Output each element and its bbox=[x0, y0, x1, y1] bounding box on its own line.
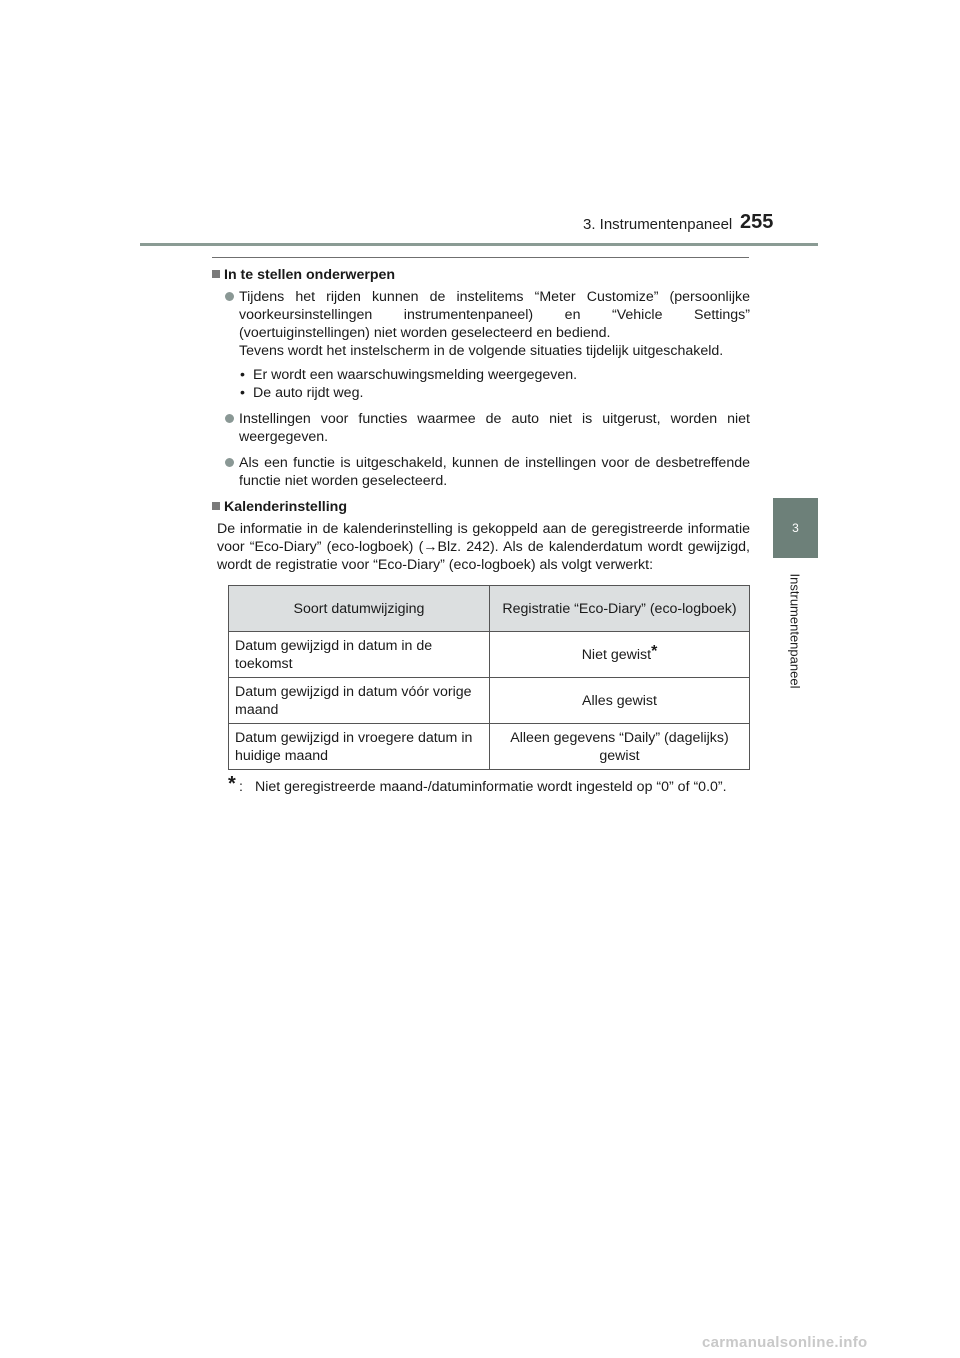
bullet-text-continued: Tevens wordt het instelscherm in de volgende situaties tijdelijk uitgeschakeld. bbox=[239, 343, 724, 359]
bullet-item bbox=[212, 288, 750, 402]
watermark: carmanualsonline.info bbox=[702, 1334, 868, 1351]
section-heading bbox=[212, 498, 750, 516]
section-heading-text: In te stellen onderwerpen bbox=[224, 267, 396, 283]
table-cell: Datum gewijzigd in vroegere datum in huidige maand bbox=[229, 724, 490, 770]
chapter-tab-label: Instrumentenpaneel bbox=[787, 573, 803, 689]
section-rule bbox=[212, 257, 749, 258]
header-rule bbox=[140, 243, 818, 246]
page-number: 255 bbox=[740, 211, 774, 233]
footnote-text: Niet geregistreerde maand-/datuminformatie wordt ingesteld op “0” of “0.0”. bbox=[255, 779, 727, 795]
circle-bullet-icon bbox=[225, 292, 234, 301]
chapter-tab-number: 3 bbox=[792, 521, 799, 535]
list-item-text: De auto rijdt weg. bbox=[253, 385, 364, 401]
bullet-item bbox=[212, 454, 750, 490]
table-header-row bbox=[229, 586, 750, 632]
footnote-marker: * bbox=[651, 642, 658, 660]
bullet-text: Als een functie is uitgeschakeld, kunnen de instellingen voor de desbetreffende functie niet worden geselecteerd. bbox=[239, 455, 750, 489]
list-item-text: Er wordt een waarschuwingsmelding weergegeven. bbox=[253, 367, 578, 383]
bullet-text: Instellingen voor functies waarmee de auto niet is uitgerust, worden niet weergegeven. bbox=[239, 411, 750, 445]
page-content bbox=[212, 266, 750, 796]
table-cell: Datum gewijzigd in datum vóór vorige maand bbox=[229, 678, 490, 724]
cell-text: Alleen gegevens “Daily” (dagelijks) gewist bbox=[510, 729, 729, 764]
table-cell bbox=[490, 678, 750, 724]
table-cell bbox=[490, 724, 750, 770]
circle-bullet-icon bbox=[225, 414, 234, 423]
table-cell bbox=[490, 632, 750, 678]
date-change-table bbox=[228, 585, 750, 770]
column-header: Registratie “Eco-Diary” (eco-logboek) bbox=[490, 586, 750, 632]
table-row bbox=[229, 724, 750, 770]
sub-list bbox=[239, 366, 750, 402]
square-bullet-icon bbox=[212, 502, 220, 510]
footnote-star: * bbox=[228, 773, 236, 795]
dot-icon: • bbox=[240, 385, 245, 401]
footnote-colon: : bbox=[239, 779, 243, 795]
body-paragraph: De informatie in de kalenderinstelling is gekoppeld aan de geregistreerde informatie voor “Eco-Diary” (eco-logboek) (→Blz. 242). Als de kalenderdatum wordt gewijzigd, wordt de registratie voor “Eco-Diary” (eco-logboek) als volgt verwerkt: bbox=[217, 521, 750, 573]
list-item bbox=[239, 384, 750, 402]
dot-icon: • bbox=[240, 367, 245, 383]
table-row bbox=[229, 632, 750, 678]
chapter-tab bbox=[773, 498, 818, 558]
cell-text: Niet gewist bbox=[581, 646, 652, 663]
square-bullet-icon bbox=[212, 270, 220, 278]
list-item bbox=[239, 366, 750, 384]
bullet-text: Tijdens het rijden kunnen de instelitems “Meter Customize” (persoonlijke voorkeursinstellingen instrumentenpaneel) en “Vehicle Settings” (voertuiginstellingen) niet worden geselecteerd en bediend. bbox=[239, 289, 750, 341]
table-row bbox=[229, 678, 750, 724]
table-cell: Datum gewijzigd in datum in de toekomst bbox=[229, 632, 490, 678]
column-header: Soort datumwijziging bbox=[229, 586, 490, 632]
footnote bbox=[228, 773, 750, 796]
section-heading-text: Kalenderinstelling bbox=[224, 499, 347, 515]
bullet-item bbox=[212, 410, 750, 446]
cell-text: Alles gewist bbox=[582, 692, 657, 709]
circle-bullet-icon bbox=[225, 458, 234, 467]
header-section-title: 3. Instrumentenpaneel bbox=[583, 216, 733, 233]
section-heading bbox=[212, 266, 750, 284]
